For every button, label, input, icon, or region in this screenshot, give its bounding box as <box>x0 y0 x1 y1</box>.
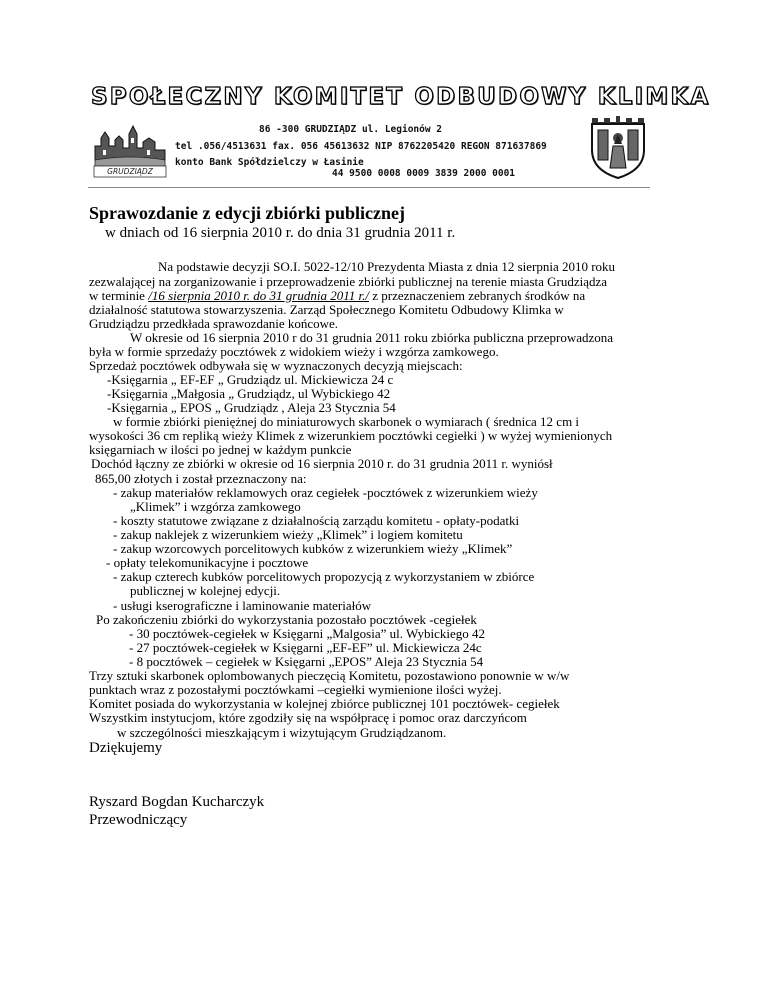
signature-role: Przewodniczący <box>89 812 188 828</box>
expense-item: - usługi kserograficzne i laminowanie materiałów <box>113 598 372 613</box>
body-line: Wszystkim instytucjom, które zgodziły się na współpracę i pomoc oraz darczyńcom <box>89 710 527 725</box>
body-line: Na podstawie decyzji SO.I. 5022-12/10 Prezydenta Miasta z dnia 12 sierpnia 2010 roku <box>158 259 616 274</box>
body-line: wysokości 36 cm repliką wieży Klimek z wizerunkiem pocztówki cegiełki ) w wyżej wymienionych <box>89 428 613 443</box>
location-item: -Księgarnia „Małgosia „ Grudziądz, ul Wybickiego 42 <box>107 386 391 401</box>
body-line: w szczególności mieszkającym i wizytującym Grudziądzanom. <box>117 725 447 740</box>
letterhead <box>89 78 711 186</box>
account-line: 44 9500 0008 0009 3839 2000 0001 <box>332 168 516 179</box>
body-line: Grudziądzu przedkłada sprawozdanie końcowe. <box>89 316 339 331</box>
body-line-with-period <box>89 288 585 303</box>
remaining-item: - 8 pocztówek – cegiełek w Księgarni „EPOS” Aleja 23 Stycznia 54 <box>129 654 484 669</box>
expense-item: - zakup czterech kubków porcelitowych propozycją z wykorzystaniem w zbiórce <box>113 569 535 584</box>
letterhead-divider <box>88 187 650 188</box>
expense-item: - zakup materiałów reklamowych oraz cegiełek -pocztówek z wizerunkiem wieży <box>113 485 538 500</box>
expense-item: - koszty statutowe związane z działalnością zarządu komitetu - opłaty-podatki <box>113 513 520 528</box>
body-line: Po zakończeniu zbiórki do wykorzystania pozostało pocztówek -cegiełek <box>96 612 477 627</box>
document-subtitle: w dniach od 16 sierpnia 2010 r. do dnia 31 grudnia 2011 r. <box>105 225 456 241</box>
body-line: punktach wraz z pozostałymi pocztówkami –cegiełki wymienione ilości wyżej. <box>89 682 502 697</box>
address-line: 86 -300 GRUDZIĄDZ ul. Legionów 2 <box>259 124 443 135</box>
remaining-item: - 27 pocztówek-cegiełek w Księgarni „EF-EF” ul. Mickiewicza 24c <box>129 640 482 655</box>
contact-line: tel .056/4513631 fax. 056 45613632 NIP 8762205420 REGON 871637869 <box>175 141 547 152</box>
body-line: Dochód łączny ze zbiórki w okresie od 16 sierpnia 2010 r. do 31 grudnia 2011 r. wyniósł <box>91 456 553 471</box>
body-line: była w formie sprzedaży pocztówek z widokiem wieży i wzgórza zamkowego. <box>89 344 499 359</box>
body-line: Trzy sztuki skarbonek oplombowanych pieczęcią Komitetu, pozostawiono ponownie w w/w <box>89 668 570 683</box>
body-line: działalność statutowa stowarzyszenia. Zarząd Społecznego Komitetu Odbudowy Klimka w <box>89 302 564 317</box>
document-title: Sprawozdanie z edycji zbiórki publicznej <box>89 203 405 223</box>
body-line: księgarniach w ilości po jednej w każdym punkcie <box>89 442 352 457</box>
left-logo-caption: GRUDZIĄDZ <box>107 167 153 176</box>
expense-item-continued: publicznej w kolejnej edycji. <box>130 583 281 598</box>
body-text: w terminie <box>89 288 149 303</box>
city-coat-of-arms-icon <box>586 114 650 180</box>
expense-item: - zakup wzorcowych porcelitowych kubków z wizerunkiem wieży „Klimek” <box>113 541 513 556</box>
body-line: Komitet posiada do wykorzystania w kolejnej zbiórce publicznej 101 pocztówek- cegiełek <box>89 696 560 711</box>
bank-line: konto Bank Spółdzielczy w Łasinie <box>175 157 364 168</box>
signature-name: Ryszard Bogdan Kucharczyk <box>89 794 265 810</box>
expense-item: - opłaty telekomunikacyjne i pocztowe <box>106 555 309 570</box>
body-line: w formie zbiórki pieniężnej do miniaturowych skarbonek o wymiarach ( średnica 12 cm i <box>113 414 580 429</box>
remaining-item: - 30 pocztówek-cegiełek w Księgarni „Malgosia” ul. Wybickiego 42 <box>129 626 486 641</box>
body-line: zezwalającej na zorganizowanie i przeprowadzenie zbiórki publicznej na terenie miasta Grudziądza <box>89 274 608 289</box>
location-item: -Księgarnia „ EF-EF „ Grudziądz ul. Mickiewicza 24 c <box>107 372 394 387</box>
body-line: 865,00 złotych i został przeznaczony na: <box>95 471 307 486</box>
period-underlined: /16 sierpnia 2010 r. do 31 grudnia 2011 r./ <box>148 288 369 303</box>
expense-item: - zakup naklejek z wizerunkiem wieży „Klimek” i logiem komitetu <box>113 527 463 542</box>
location-item: -Księgarnia „ EPOS „ Grudziądz , Aleja 23 Stycznia 54 <box>107 400 396 415</box>
organization-banner: SPOŁECZNY KOMITET ODBUDOWY KLIMKA <box>91 84 711 110</box>
body-line: W okresie od 16 sierpnia 2010 r do 31 grudnia 2011 roku zbiórka publiczna przeprowadzona <box>130 330 614 345</box>
thanks-text: Dziękujemy <box>89 740 163 756</box>
body-line: Sprzedaż pocztówek odbywała się w wyznaczonych decyzją miejscach: <box>89 358 463 373</box>
city-skyline-logo-icon <box>93 120 167 178</box>
expense-item-continued: „Klimek” i wzgórza zamkowego <box>130 499 301 514</box>
body-text: z przeznaczeniem zebranych środków na <box>369 288 586 303</box>
